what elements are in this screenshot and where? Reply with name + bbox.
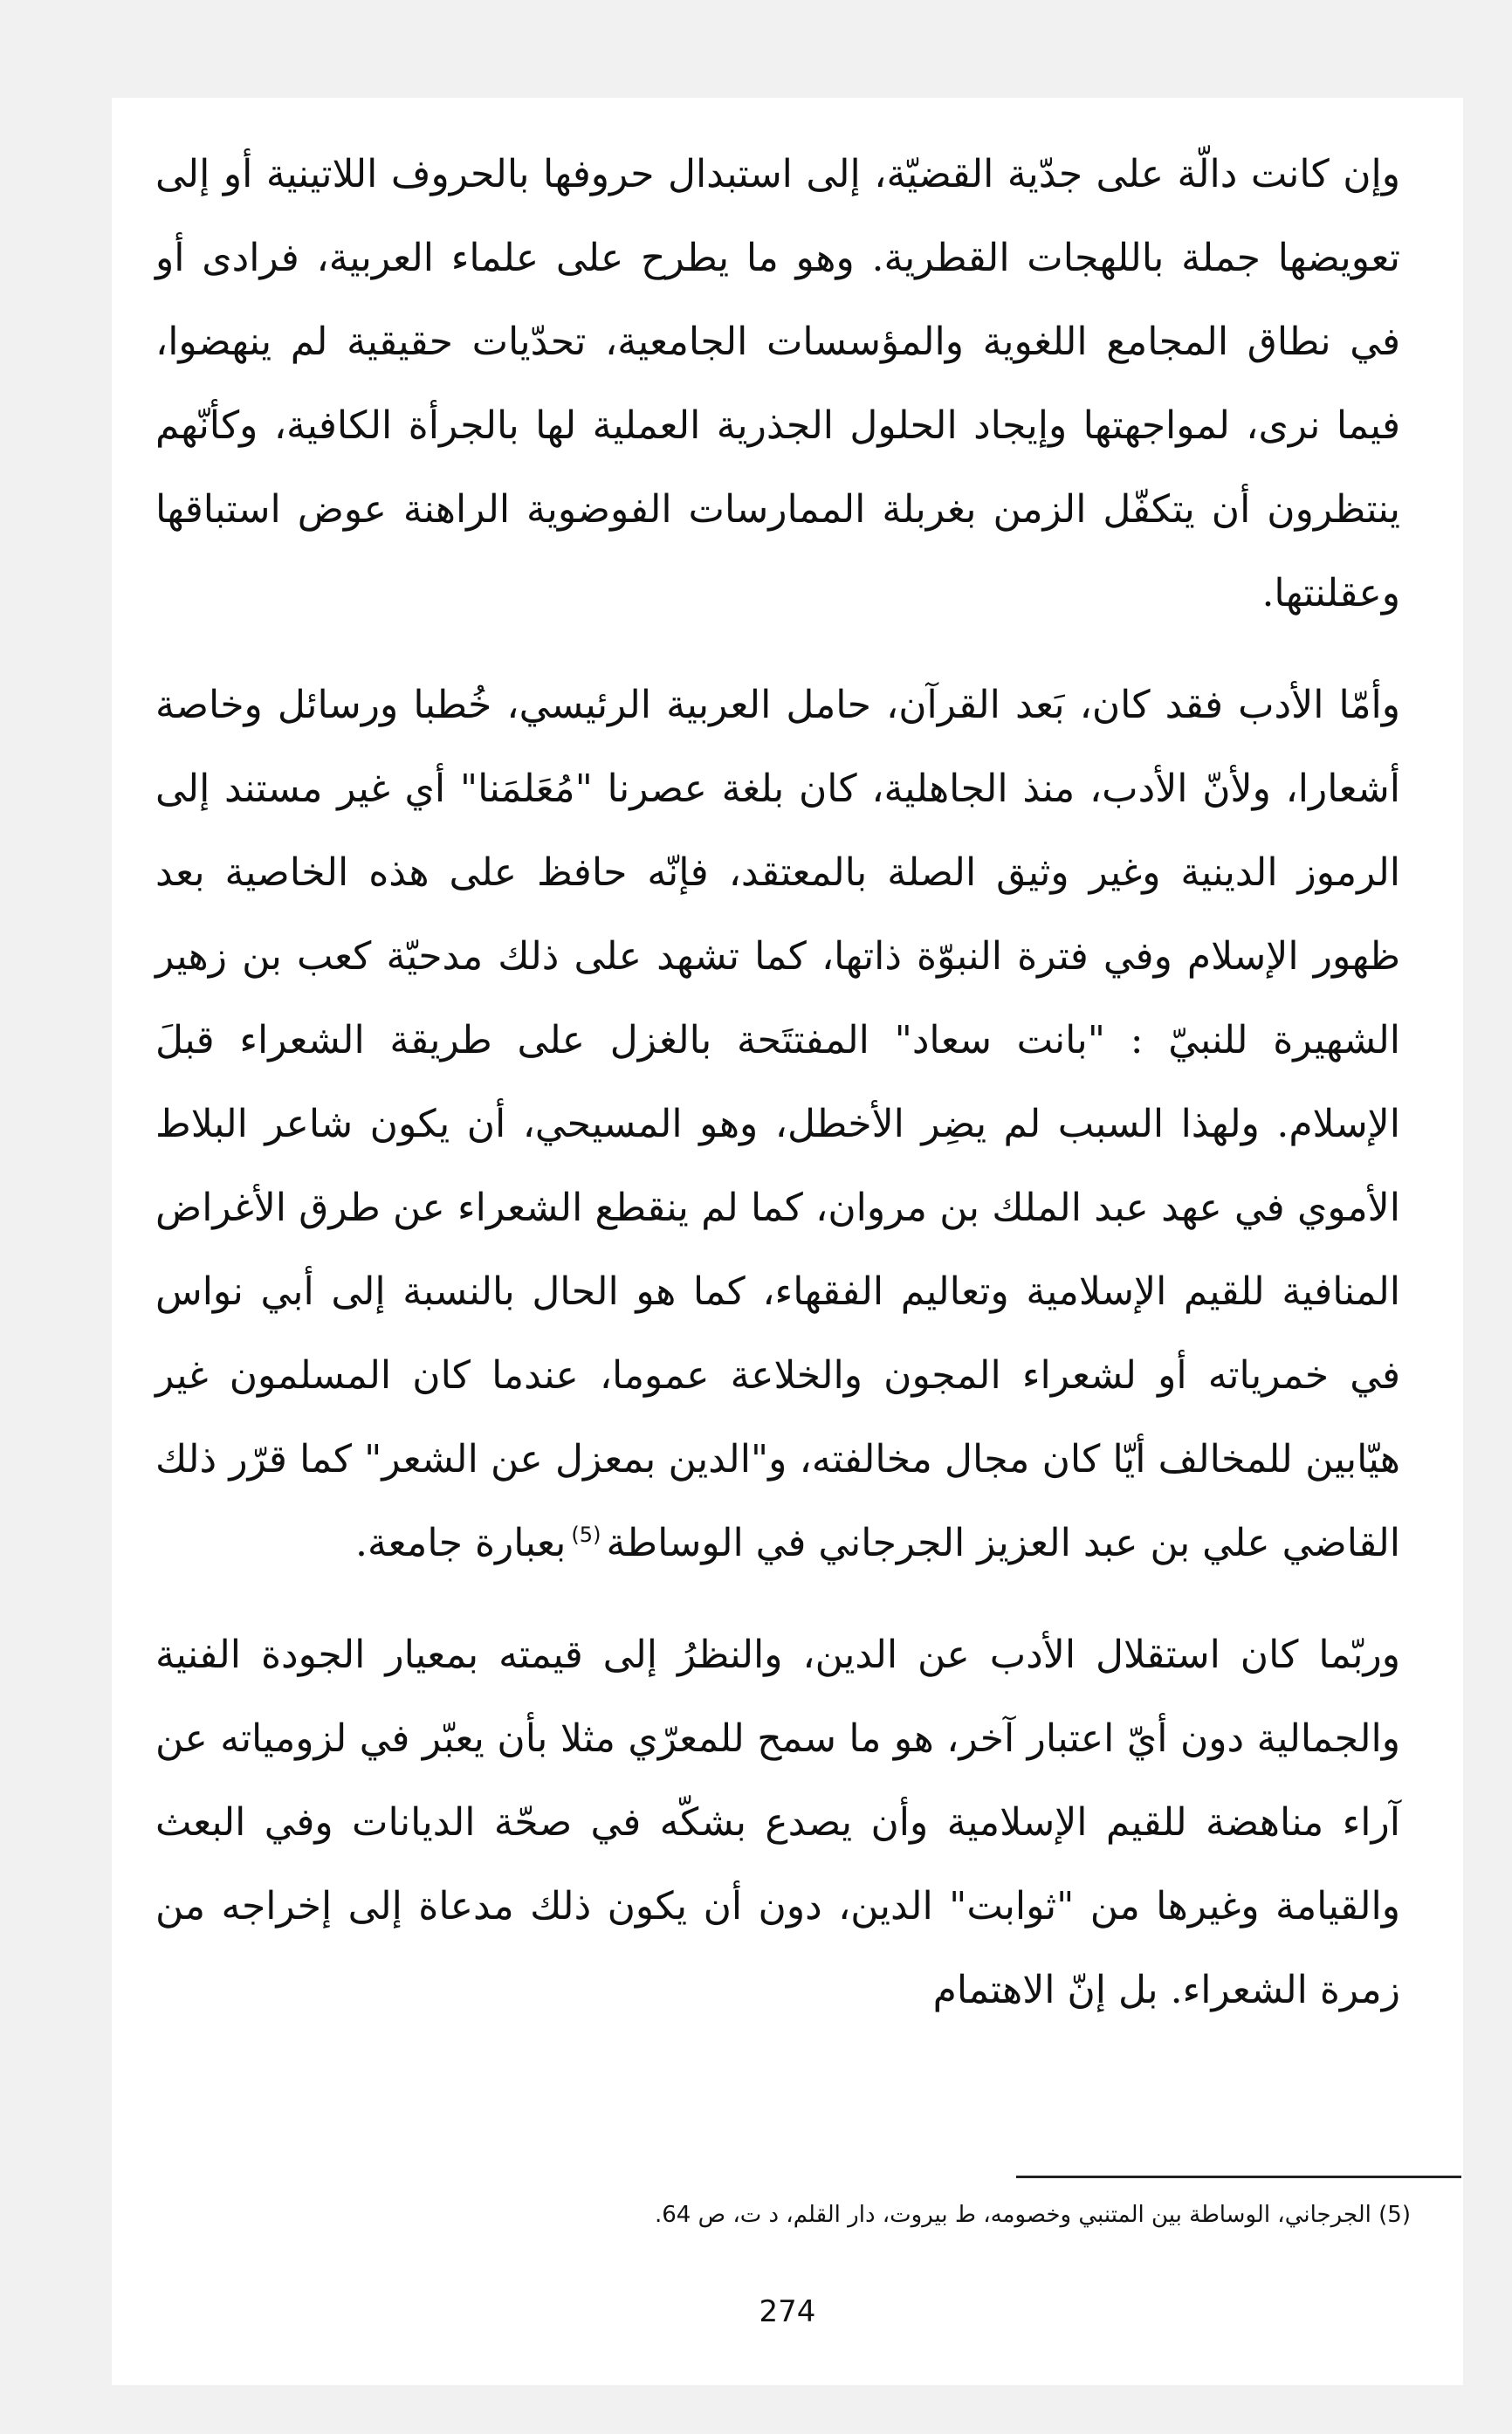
footnote-divider <box>1016 2176 1461 2178</box>
paragraph-1: وإن كانت دالّة على جدّية القضيّة، إلى استبدال حروفها بالحروف اللاتينية أو إلى تعويضها جملة باللهجات القطرية. وهو ما يطرح على علماء العربية، فرادى أو في نطاق المجامع اللغوية والمؤسسات الجامعية، تحدّيات حقيقية لم ينهضوا، فيما نرى، لمواجهتها وإيجاد الحلول الجذرية العملية لها بالجرأة الكافية، وكأنّهم ينتظرون أن يتكفّل الزمن بغربلة الممارسات الفوضوية الراهنة عوض استباقها وعقلنتها. <box>155 152 1400 615</box>
paragraph-3: وربّما كان استقلال الأدب عن الدين، والنظرُ إلى قيمته بمعيار الجودة الفنية والجمالية دون أيّ اعتبار آخر، هو ما سمح للمعرّي مثلا بأن يعبّر في لزومياته عن آراء مناهضة للقيم الإسلامية وأن يصدع بشكّه في صحّة الديانات وفي البعث والقيامة وغيرها من "ثوابت" الدين، دون أن يكون ذلك مدعاة إلى إخراجه من زمرة الشعراء. بل إنّ الاهتمام <box>155 1633 1400 2012</box>
body-text <box>155 133 1400 2032</box>
footnote: (5) الجرجاني، الوساطة بين المتنبي وخصومه، ط بيروت، دار القلم، د ت، ص 64. <box>655 2202 1411 2228</box>
paragraph-2-ending: بعبارة جامعة. <box>355 1521 567 1565</box>
paragraph-2 <box>155 664 1400 1585</box>
page-number: 274 <box>759 2294 816 2329</box>
book-page <box>112 98 1463 2385</box>
paragraph-2-text: وأمّا الأدب فقد كان، بَعد القرآن، حامل العربية الرئيسي، خُطبا ورسائل وخاصة أشعارا، ولأنّ الأدب، منذ الجاهلية، كان بلغة عصرنا "مُعَلمَنا" أي غير مستند إلى الرموز الدينية وغير وثيق الصلة بالمعتقد، فإنّه حافظ على هذه الخاصية بعد ظهور الإسلام وفي فترة النبوّة ذاتها، كما تشهد على ذلك مدحيّة كعب بن زهير الشهيرة للنبيّ : "بانت سعاد" المفتتَحة بالغزل على طريقة الشعراء قبلَ الإسلام. ولهذا السبب لم يضِر الأخطل، وهو المسيحي، أن يكون شاعر البلاط الأموي في عهد عبد الملك بن مروان، كما لم ينقطع الشعراء عن طرق الأغراض المنافية للقيم الإسلامية وتعاليم الفقهاء، كما هو الحال بالنسبة إلى أبي نواس في خمرياته أو لشعراء المجون والخلاعة عموما، عندما كان المسلمون غير هيّابين للمخالف أيّا كان مجال مخالفته، و"الدين بمعزل عن الشعر" كما قرّر ذلك القاضي علي بن عبد العزيز الجرجاني في الوساطة <box>155 683 1400 1565</box>
footnote-reference: (5) <box>571 1523 601 1548</box>
